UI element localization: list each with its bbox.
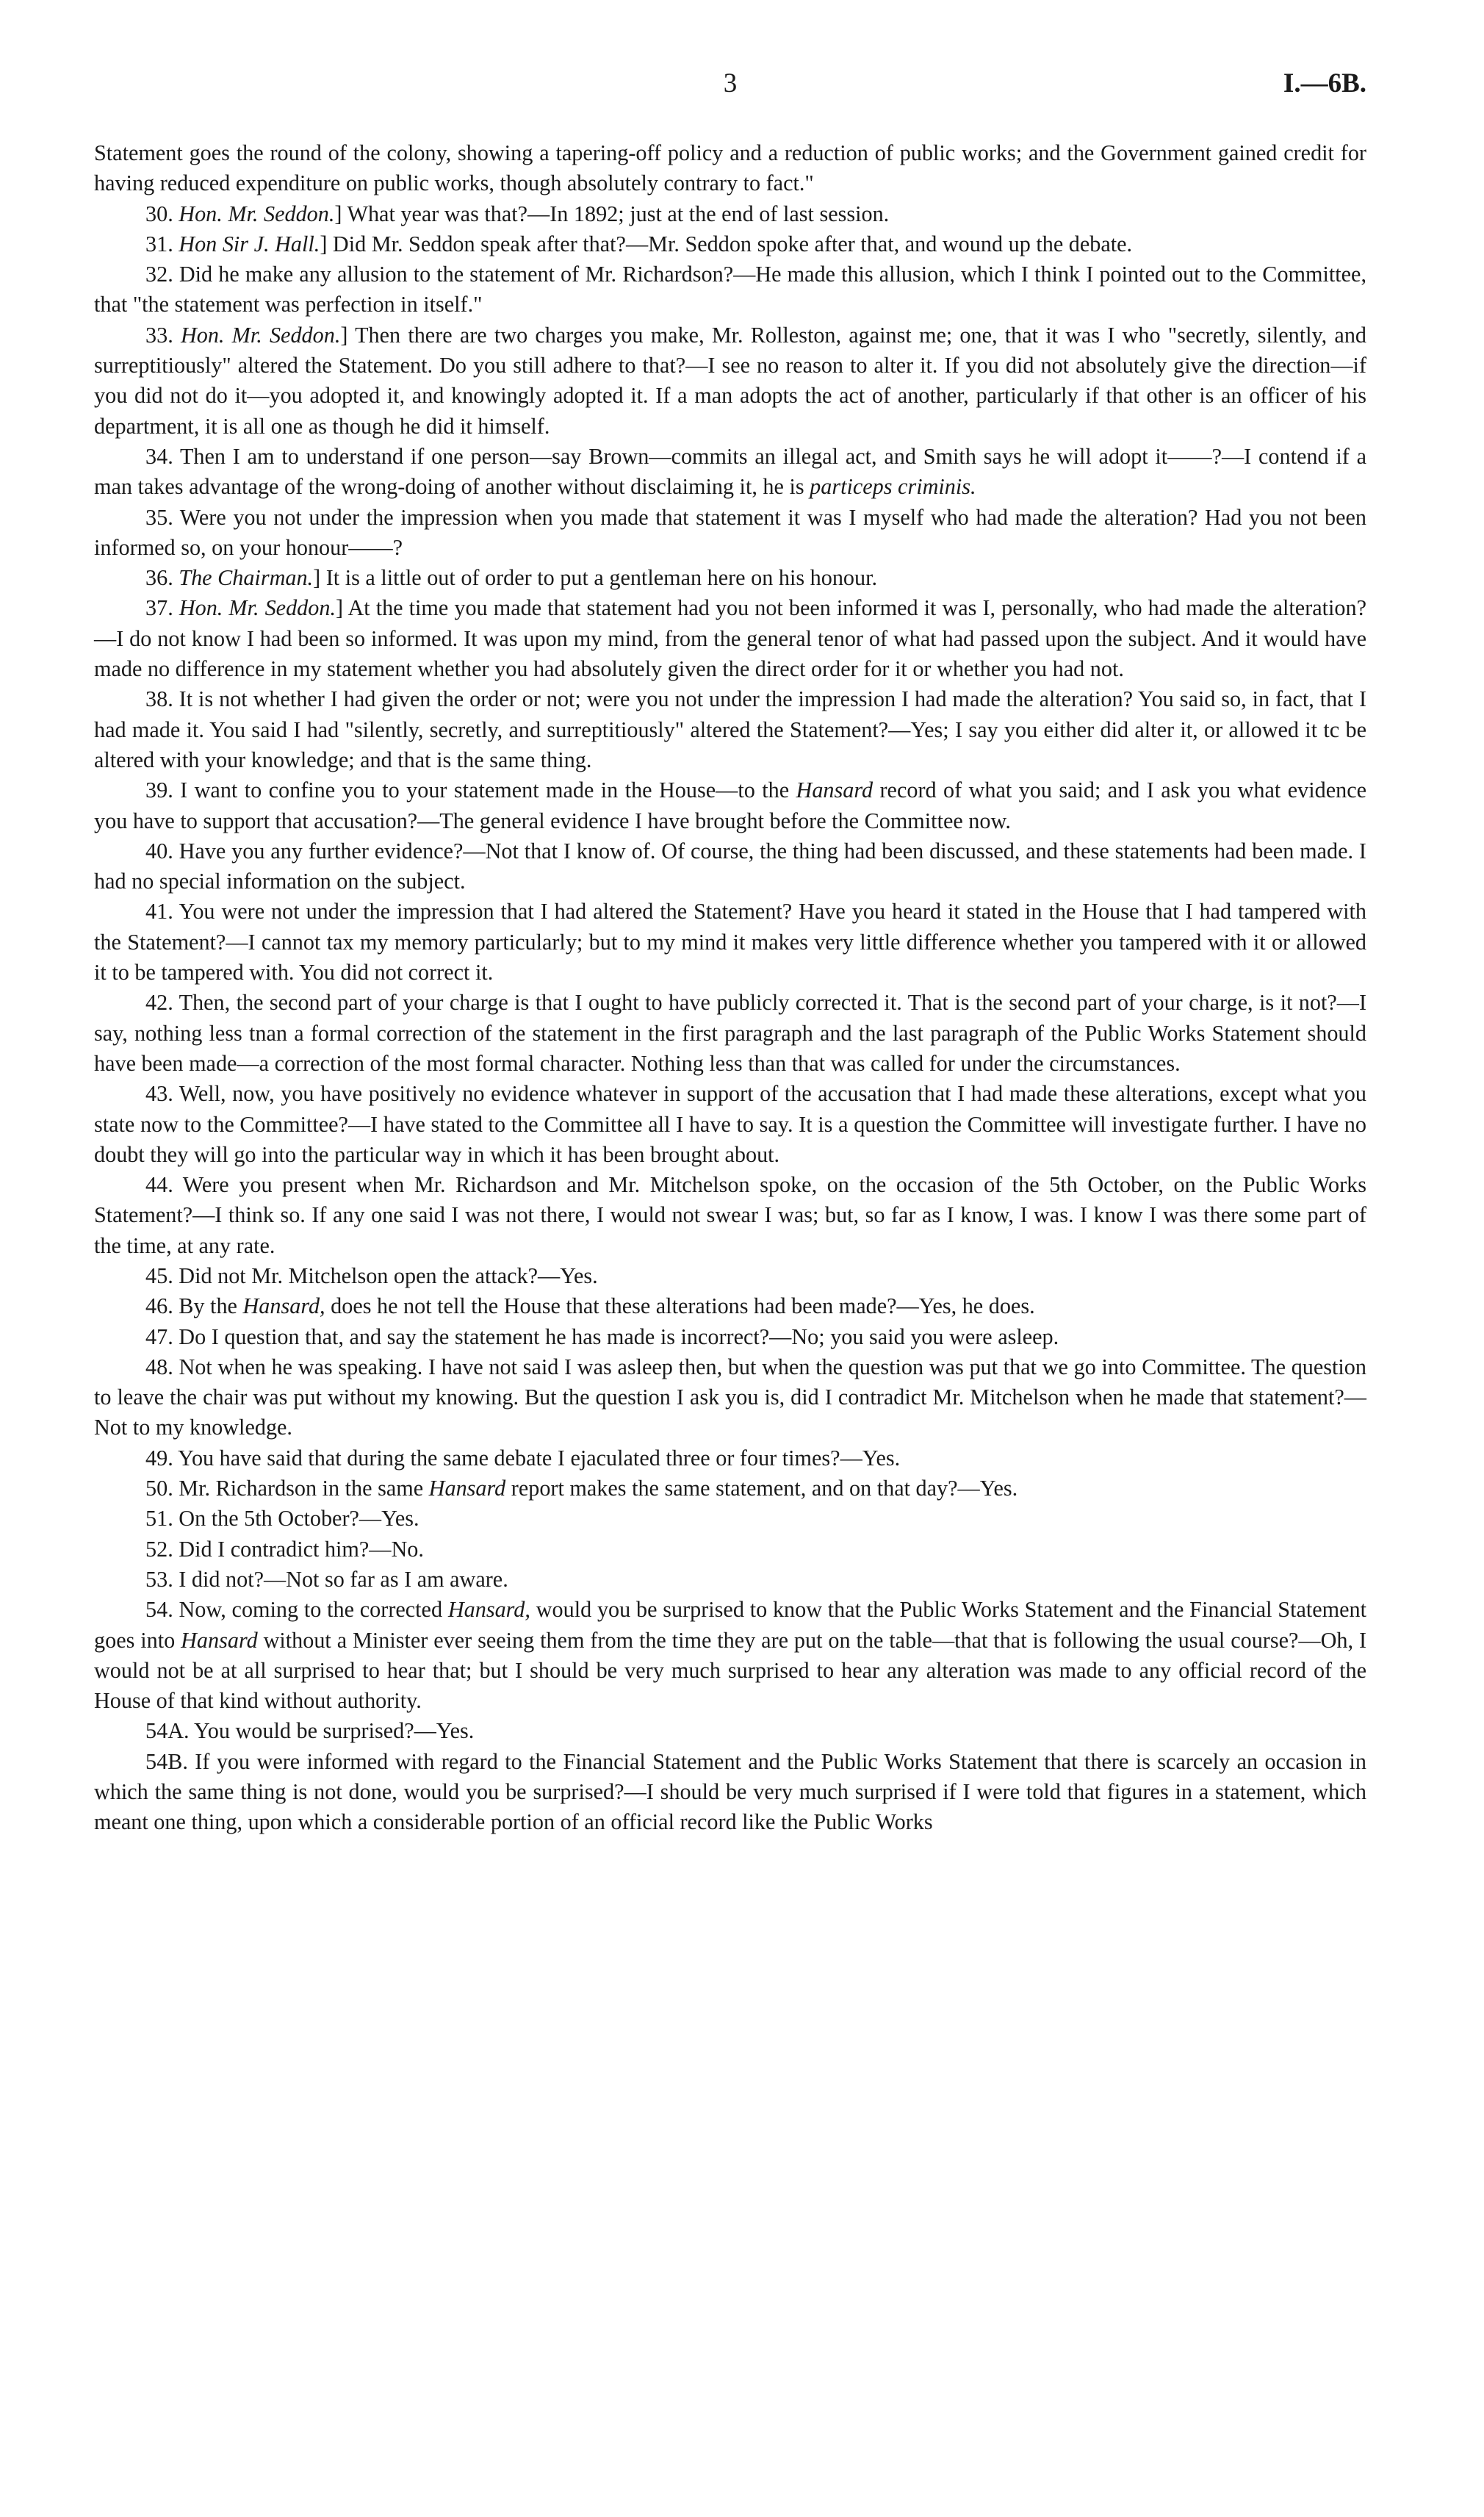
text-run: 44. Were you present when Mr. Richardson and Mr. Mitchelson spoke, on the occasion of the 5th October, on the Public Works Statement?—I think so. If any one said I was not there, I would not swear I was; but, so far as I know, I was. I know I was there some part of the time, at any rate.	[94, 1172, 1366, 1258]
text-run: 42. Then, the second part of your charge is that I ought to have publicly corrected it. That is the second part of your charge, is it not?—I say, nothing less tnan a formal correction of the statement in the first paragraph and the last paragraph of the Public Works Statement should have been made—a correction of the most formal character. Nothing less than that was called for under the circumstances.	[94, 990, 1366, 1076]
italic-text: particeps criminis.	[810, 474, 976, 500]
paragraph	[94, 1534, 1366, 1565]
paragraph	[94, 1473, 1366, 1504]
text-run: ] What year was that?—In 1892; just at the end of last session.	[334, 201, 890, 226]
italic-text: Hansard,	[447, 1597, 530, 1623]
italic-text: Hon. Mr. Seddon.	[180, 322, 341, 348]
text-run: without a Minister ever seeing them from the time they are put on the table—that that is following the usual course?—Oh, I would not be at all surprised to hear that; but I should be very much surprised to hear any alteration was made to any official record of the House of that kind without authority.	[94, 1627, 1366, 1714]
paragraph	[94, 1595, 1366, 1716]
paragraph	[94, 199, 1366, 229]
text-run: ] It is a little out of order to put a gentleman here on his honour.	[313, 565, 878, 591]
paragraph	[94, 229, 1366, 259]
italic-text: Hansard	[796, 778, 874, 803]
page-header	[94, 68, 1366, 112]
paragraph	[94, 1443, 1366, 1473]
text-run: Statement goes the round of the colony, showing a tapering-off policy and a reduction of public works; and the Government gained credit for having reduced expenditure on public works, though absolutely contrary to fact."	[94, 140, 1366, 196]
paragraph	[94, 138, 1366, 199]
text-run: 49. You have said that during the same debate I ejaculated three or four times?—Yes.	[145, 1445, 901, 1471]
text-run: ] At the time you made that statement had you not been informed it was I, personally, who had made the alteration?—I do not know I had been so informed. It was upon my mind, from the general tenor of what had passed upon the subject. And it would have made no difference in my statement whether you had absolutely given the direct order for it or whether you had not.	[94, 595, 1367, 682]
text-run: would you be surprised to know that the Public Works Statement and the Financial Statement goes into	[94, 1597, 1367, 1653]
paragraph	[94, 836, 1366, 897]
paragraph	[94, 503, 1366, 564]
paragraph	[94, 897, 1366, 988]
text-run: 30.	[145, 201, 179, 226]
page-number: 3	[723, 68, 738, 98]
text-run: 43. Well, now, you have positively no evidence whatever in support of the accusation that I had made these alterations, except what you state now to the Committee?—I have stated to the Committee all I have to say. It is a question the Committee will investigate further. I have no doubt they will go into the particular way in which it has been brought about.	[94, 1081, 1366, 1167]
text-run: 54	[145, 1748, 168, 1774]
paragraph	[94, 563, 1366, 593]
paragraph	[94, 988, 1366, 1079]
paragraph	[94, 442, 1366, 503]
paragraph	[94, 1747, 1366, 1838]
italic-text: Hansard,	[242, 1293, 325, 1319]
text-run: 41. You were not under the impression that I had altered the Statement? Have you heard it stated in the House that I had tampered with the Statement?—I cannot tax my memory particularly; but to my mind it makes very little difference whether you tampered with it or allowed it to be tampered with. You did not correct it.	[94, 899, 1366, 985]
paragraph	[94, 1261, 1366, 1291]
text-run: report makes the same statement, and on that day?—Yes.	[505, 1476, 1018, 1501]
text-run: 32. Did he make any allusion to the statement of Mr. Richardson?—He made this allusion, which I think I pointed out to the Committee, that "the statement was perfection in itself."	[94, 262, 1366, 317]
text-run: 48. Not when he was speaking. I have not said I was asleep then, but when the question was put that we go into Committee. The question to leave the chair was put without my knowing. But the question I ask you is, did I contradict Mr. Mitchelson when he made that statement?—Not to my knowledge.	[94, 1354, 1366, 1440]
text-run: 38. It is not whether I had given the order or not; were you not under the impression I had made the alteration? You said so, in fact, that I had made it. You said I had "silently, secretly, and surreptitiously" altered the Statement?—Yes; I say you either did alter it, or allowed it tc be altered with your knowledge; and that is the same thing.	[94, 686, 1366, 772]
text-run: 33.	[145, 322, 181, 348]
paragraph	[94, 320, 1366, 442]
text-run: 36.	[145, 565, 179, 591]
italic-text: Hon. Mr. Seddon.	[179, 201, 335, 226]
text-run: 50. Mr. Richardson in the same	[145, 1476, 429, 1501]
text-run: 35. Were you not under the impression when you made that statement it was I myself who had made the alteration? Had you not been informed so, on your honour——?	[94, 504, 1366, 560]
text-run: 39. I want to confine you to your statement made in the House—to the	[145, 778, 796, 803]
text-run: 54. Now, coming to the corrected	[145, 1597, 448, 1623]
paragraph	[94, 1291, 1366, 1321]
paragraph	[94, 593, 1366, 684]
small-caps-text: A	[168, 1718, 184, 1744]
paragraph	[94, 1170, 1366, 1261]
paragraph	[94, 1352, 1366, 1443]
italic-text: Hansard	[181, 1627, 258, 1653]
text-run: ] Then there are two charges you make, Mr. Rolleston, against me; one, that it was I who "secretly, silently, and surreptitiously" altered the Statement. Do you still adhere to that?—I see no reason to alter it. If you did not absolutely give the direction—if you did not do it—you adopted it, and knowingly adopted it. If a man adopts the act of another, particularly if that other is an officer of his department, it is all one as though he did it himself.	[94, 322, 1367, 439]
document-body	[94, 138, 1366, 1838]
text-run: 37.	[145, 595, 179, 621]
text-run: 53. I did not?—Not so far as I am aware.	[145, 1566, 508, 1592]
text-run: ] Did Mr. Seddon speak after that?—Mr. Seddon spoke after that, and wound up the debate.	[320, 231, 1133, 256]
text-run: . You would be surprised?—Yes.	[184, 1718, 475, 1744]
text-run: 31.	[145, 231, 179, 256]
paragraph	[94, 1716, 1366, 1746]
paragraph	[94, 259, 1366, 320]
text-run: 54	[145, 1718, 168, 1744]
paragraph	[94, 1322, 1366, 1352]
italic-text: Hon Sir J. Hall.	[179, 231, 320, 256]
text-run: 34. Then I am to understand if one person—say Brown—commits an illegal act, and Smith says he will adopt it——?—I contend if a man takes advantage of the wrong-doing of another without disclaiming it, he is	[94, 443, 1366, 500]
paragraph	[94, 684, 1366, 775]
text-run: 51. On the 5th October?—Yes.	[145, 1506, 419, 1532]
italic-text: The Chairman.	[179, 565, 314, 591]
text-run: . If you were informed with regard to the Financial Statement and the Public Works Statement that there is scarcely an occasion in which the same thing is not done, would you be surprised?—I should be very much surprised if I were told that figures in a statement, which meant one thing, upon which a considerable portion of an official record like the Public Works	[94, 1748, 1366, 1835]
text-run: 46. By the	[145, 1293, 243, 1319]
small-caps-text: B	[168, 1748, 183, 1774]
document-reference: I.—6B.	[1283, 68, 1366, 98]
paragraph	[94, 1504, 1366, 1534]
paragraph	[94, 1565, 1366, 1595]
italic-text: Hansard	[428, 1476, 506, 1501]
text-run: 52. Did I contradict him?—No.	[145, 1536, 424, 1562]
text-run: record of what you said; and I ask you what evidence you have to support that accusation?—The general evidence I have brought before the Committee now.	[94, 778, 1366, 833]
paragraph	[94, 1079, 1366, 1170]
paragraph	[94, 775, 1366, 836]
text-run: 40. Have you any further evidence?—Not that I know of. Of course, the thing had been discussed, and these statements had been made. I had no special information on the subject.	[94, 838, 1366, 894]
text-run: does he not tell the House that these alterations had been made?—Yes, he does.	[325, 1293, 1035, 1319]
italic-text: Hon. Mr. Seddon.	[179, 595, 336, 621]
text-run: 45. Did not Mr. Mitchelson open the attack?—Yes.	[145, 1263, 598, 1288]
text-run: 47. Do I question that, and say the statement he has made is incorrect?—No; you said you were asleep.	[145, 1324, 1059, 1349]
document-page	[94, 0, 1366, 2517]
